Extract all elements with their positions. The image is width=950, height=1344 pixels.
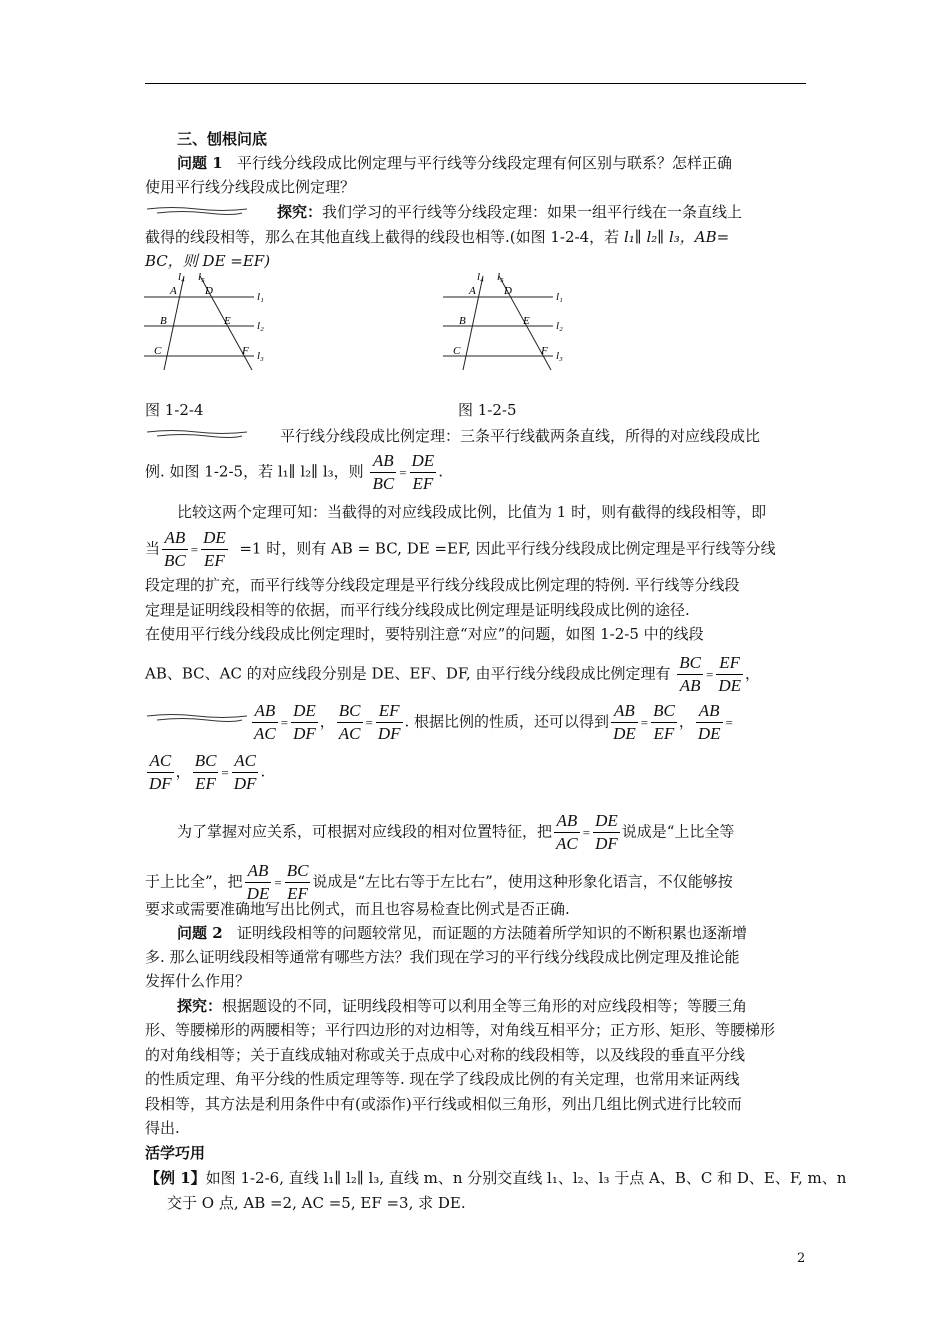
fraction-bc-ef-3: $\frac{BC}{EF}$	[286, 861, 309, 903]
page-number: 2	[797, 1251, 806, 1266]
fig2-label-e: E	[523, 315, 530, 327]
q1-line2: 使用平行线分线段成比例定理？	[145, 178, 356, 196]
wave-decoration-3	[147, 712, 247, 724]
q2-line1: 问题 2 证明线段相等的问题较常见，而证题的方法随着所学知识的不断积累也逐渐增	[177, 924, 747, 942]
master-line2: 于上比全”，把 $\frac{AB}{DE}$ = $\frac{BC}{EF}$ 说成是“左比右等于左比右”，使用这种形象化语言，不仅能够按	[145, 861, 733, 903]
fraction-ab-ac-2: $\frac{AB}{AC}$	[556, 811, 578, 853]
fig2-label-a: A	[469, 285, 476, 297]
fig2-label-b: B	[459, 315, 466, 327]
explore2-line4: 的性质定理、角平分线的性质定理等等. 现在学了线段成比例的有关定理，也常用来证两线	[145, 1070, 740, 1088]
fraction-bc-ab: $\frac{BC}{AB}$	[679, 653, 701, 695]
fig1-label-l3: l₃	[257, 350, 264, 362]
figure-1-2-4	[142, 270, 282, 379]
fig2-label-d: D	[504, 285, 512, 297]
wave-decoration-2	[147, 428, 247, 440]
use-line3: $\frac{AB}{AC}$ = $\frac{DE}{DF}$ ， $\frac{BC}{AC}$ = $\frac{EF}{DF}$ . 根据比例的性质，还可以得到 $\frac{AB}{DE}$ = $\frac{BC}{EF}$ ， $\frac{AB}{DE}$ =	[254, 701, 733, 743]
fraction-ab-bc-2: $\frac{AB}{BC}$	[164, 528, 186, 570]
explore2-line6: 得出.	[145, 1119, 180, 1137]
fraction-bc-ef-2: $\frac{BC}{EF}$	[194, 751, 217, 793]
fig2-label-f: F	[541, 345, 548, 357]
use-line1: 在使用平行线分线段成比例定理时，要特别注意“对应”的问题，如图 1-2-5 中的线段	[145, 625, 704, 643]
fraction-ab-bc: $\frac{AB}{BC}$	[372, 451, 395, 493]
use-line2: AB、BC、AC 的对应线段分别是 DE、EF、DF, 由平行线分线段成比例定理有 $\frac{BC}{AB}$ = $\frac{EF}{DE}$ ，	[145, 653, 760, 695]
explore-label: 探究：	[277, 203, 323, 221]
fraction-bc-ef: $\frac{BC}{EF}$	[653, 701, 675, 743]
fraction-de-ef-2: $\frac{DE}{EF}$	[203, 528, 226, 570]
fraction-ac-df-2: $\frac{AC}{DF}$	[233, 751, 257, 793]
theorem-line2: 例. 如图 1-2-5，若 l₁∥ l₂∥ l₃，则 $\frac{AB}{BC}$ = $\frac{DE}{EF}$ .	[145, 451, 443, 493]
fraction-de-ef: $\frac{DE}{EF}$	[411, 451, 435, 493]
q1-line1: 问题 1 平行线分线段成比例定理与平行线等分线段定理有何区别与联系？怎样正确	[177, 154, 732, 172]
fraction-ab-de-3: $\frac{AB}{DE}$	[246, 861, 270, 903]
explore2-line1: 探究：根据题设的不同，证明线段相等可以利用全等三角形的对应线段相等；等腰三角	[177, 997, 748, 1015]
fraction-de-df-2: $\frac{DE}{DF}$	[595, 811, 618, 853]
explore-line2: 截得的线段相等，那么在其他直线上截得的线段也相等.(如图 1-2-4，若 l₁∥ l₂∥ l₃，AB=	[145, 228, 730, 246]
q2-line3: 发挥什么作用？	[145, 972, 251, 990]
wave-decoration	[147, 205, 247, 217]
compare-line1: 比较这两个定理可知：当截得的对应线段成比例，比值为 1 时，则有截得的线段相等，即	[177, 503, 767, 521]
theorem-line1: 平行线分线段成比例定理：三条平行线截两条直线，所得的对应线段成比	[280, 427, 761, 445]
compare-line3: 段定理的扩充，而平行线等分线段定理是平行线分线段成比例定理的特例. 平行线等分线段	[145, 576, 740, 594]
fig1-label-l5: l₅	[198, 271, 205, 283]
explore-line1: 探究：我们学习的平行线等分线段定理：如果一组平行线在一条直线上	[277, 203, 743, 221]
explore2-label: 探究：	[177, 997, 223, 1015]
fig2-label-l4: l₄	[477, 271, 484, 283]
fig2-label-l2: l₂	[556, 320, 563, 332]
explore2-line3: 的对角线相等；关于直线成轴对称或关于点成中心对称的线段相等，以及线段的垂直平分线	[145, 1046, 746, 1064]
fig1-label-f: F	[242, 345, 249, 357]
example-label: 【例 1】	[145, 1169, 206, 1187]
explore-line3: BC，则 DE =EF)	[145, 252, 271, 270]
fig1-caption: 图 1-2-4	[145, 401, 204, 419]
example-line1: 【例 1】如图 1-2-6, 直线 l₁∥ l₂∥ l₃, 直线 m、n 分别交直线 l₁、l₂、l₃ 于点 A、B、C 和 D、E、F, m、n	[145, 1169, 847, 1187]
fraction-ab-de-2: $\frac{AB}{DE}$	[697, 701, 721, 743]
fig1-label-l1: l₁	[257, 291, 264, 303]
fig1-label-l4: l₄	[178, 271, 185, 283]
fraction-ef-df: $\frac{EF}{DF}$	[377, 701, 401, 743]
q2-line2: 多. 那么证明线段相等通常有哪些方法？我们现在学习的平行线分线段成比例定理及推论能	[145, 948, 740, 966]
fig2-caption: 图 1-2-5	[458, 401, 517, 419]
header-rule	[145, 83, 806, 84]
fig1-label-c: C	[154, 345, 162, 357]
explore2-line5: 段相等，其方法是利用条件中有(或添作)平行线或相似三角形，列出几组比例式进行比较而	[145, 1095, 742, 1113]
section-heading: 三、刨根问底	[177, 130, 268, 148]
fig1-label-e: E	[224, 315, 231, 327]
fraction-ef-de: $\frac{EF}{DE}$	[718, 653, 741, 695]
fraction-ac-df: $\frac{AC}{DF}$	[149, 751, 172, 793]
master-line3: 要求或需要准确地写出比例式，而且也容易检查比例式是否正确.	[145, 900, 570, 918]
figure-1-2-5	[441, 270, 581, 379]
fig1-label-a: A	[170, 285, 177, 297]
fig2-label-l1: l₁	[556, 291, 563, 303]
fig1-label-d: D	[205, 285, 213, 297]
q2-label: 问题 2	[177, 924, 223, 942]
use-line4: $\frac{AC}{DF}$ ， $\frac{BC}{EF}$ = $\frac{AC}{DF}$ .	[149, 751, 266, 793]
master-line1: 为了掌握对应关系，可根据对应线段的相对位置特征，把 $\frac{AB}{AC}$ = $\frac{DE}{DF}$ 说成是“上比全等	[177, 811, 735, 853]
fraction-de-df: $\frac{DE}{DF}$	[293, 701, 316, 743]
example-line2: 交于 O 点, AB =2, AC =5, EF =3, 求 DE.	[167, 1194, 466, 1212]
active-heading: 活学巧用	[145, 1144, 206, 1162]
fig2-label-l3: l₃	[556, 350, 563, 362]
compare-line2: 当 $\frac{AB}{BC}$ = $\frac{DE}{EF}$ =1 时，则有 AB = BC, DE =EF, 因此平行线分线段成比例定理是平行线等分线	[145, 528, 776, 570]
fig1-label-l2: l₂	[257, 320, 264, 332]
fig2-label-c: C	[453, 345, 461, 357]
fig2-label-l5: l₅	[497, 271, 504, 283]
fig1-label-b: B	[160, 315, 167, 327]
fraction-ab-de: $\frac{AB}{DE}$	[613, 701, 636, 743]
q1-label: 问题 1	[177, 154, 223, 172]
fraction-ab-ac: $\frac{AB}{AC}$	[254, 701, 276, 743]
compare-line4: 定理是证明线段相等的依据，而平行线分线段成比例定理是证明线段成比例的途径.	[145, 601, 690, 619]
fraction-bc-ac: $\frac{BC}{AC}$	[338, 701, 361, 743]
explore2-line2: 形、等腰梯形的两腰相等；平行四边形的对边相等，对角线互相平分；正方形、矩形、等腰梯形	[145, 1021, 776, 1039]
